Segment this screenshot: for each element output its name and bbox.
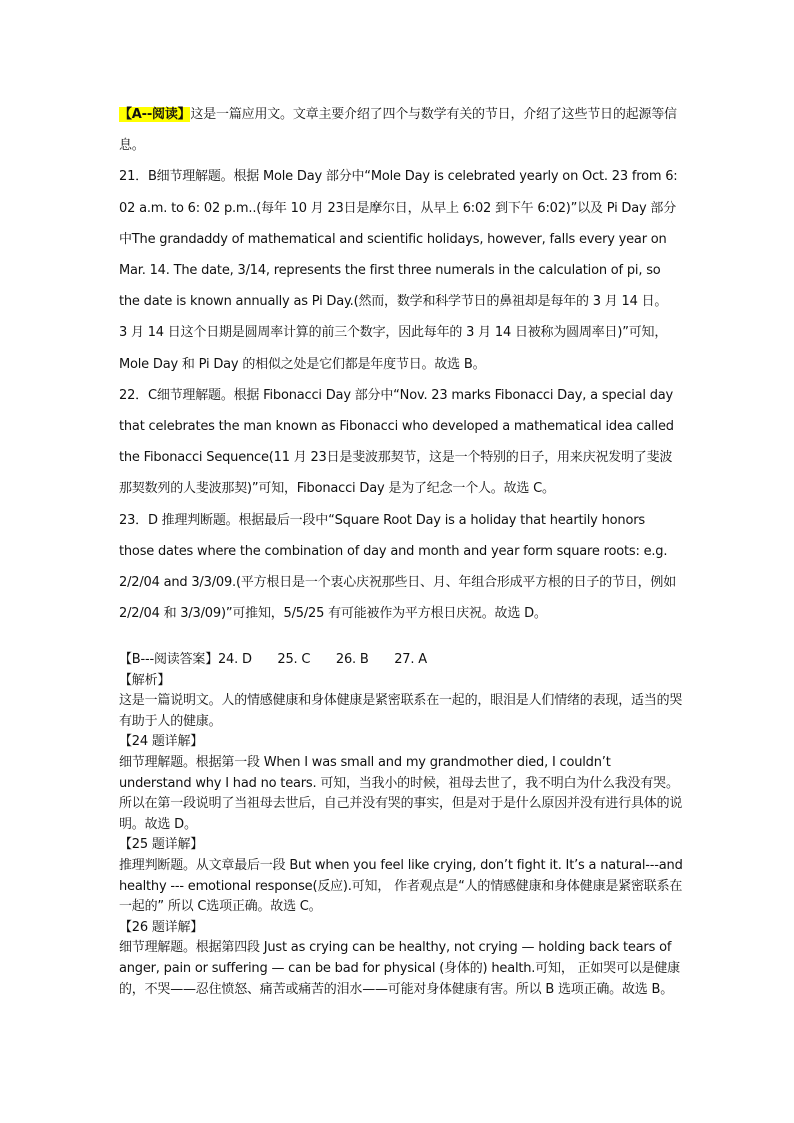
q24-heading: 【24 题详解】 <box>119 734 204 750</box>
q25-heading: 【25 题详解】 <box>119 837 204 853</box>
analysis-text: 这是一篇说明文。人的情感健康和身体健康是紧密联系在一起的，眼泪是人们情绪的表现，适当的哭有助于人的健康。 <box>119 693 683 729</box>
analysis-heading: 【解析】 <box>119 672 171 688</box>
section-a-intro-paragraph <box>119 99 679 161</box>
q26-heading: 【26 题详解】 <box>119 919 204 935</box>
section-a-tag: 【A--阅读】 <box>119 107 191 122</box>
section-a-intro: 这是一篇应用文。文章主要介绍了四个与数学有关的节日，介绍了这些节日的起源等信息。 <box>119 107 677 154</box>
q26-explanation: 细节理解题。根据第四段 Just as crying can be healthy, not crying — holding back tears of anger, pain or suffering — can be bad for physical (身体的) health.可知， 正如哭可以是健康的，不哭——忍住愤怒、痛苦或痛苦的泪水——可能对身体健康有害。所以 B 选项正确。故选 B。 <box>119 940 680 997</box>
section-a <box>119 99 679 629</box>
q24-explanation: 细节理解题。根据第一段 When I was small and my grandmother died, I couldn’t understand why I had no tears. 可知，当我小的时候，祖母去世了，我不明白为什么我没有哭。所以在第一段说明了当祖母去世后，自己并没有哭的事实，但是对于是什么原因并没有进行具体的说明。故选 D。 <box>119 754 683 832</box>
q22-explanation: 22．C细节理解题。根据 Fibonacci Day 部分中“Nov. 23 marks Fibonacci Day, a special day that celebrates the man known as Fibonacci who developed a mathematical idea called the Fibonacci Sequence(11 月 23日是斐波那契节，这是一个特别的日子，用来庆祝发明了斐波那契数列的人斐波那契)”可知，Fibonacci Day 是为了纪念一个人。故选 C。 <box>119 387 674 497</box>
answer-key: 【B---阅读答案】24. D 25. C 26. B 27. A <box>119 652 427 667</box>
q23-explanation: 23．D 推理判断题。根据最后一段中“Square Root Day is a holiday that heartily honors those dates where the combination of day and month and year form square roots: e.g. 2/2/04 and 3/3/09.(平方根日是一个衷心庆祝那些日、月、年组合形成平方根的日子的节日，例如 2/2/04 和 3/3/09)”可推知，5/5/25 有可能被作为平方根日庆祝。故选 D。 <box>119 512 677 622</box>
section-b <box>119 650 684 1000</box>
q21-explanation: 21．B细节理解题。根据 Mole Day 部分中“Mole Day is celebrated yearly on Oct. 23 from 6: 02 a.m. to 6: 02 p.m..(每年 10 月 23日是摩尔日，从早上 6:02 到下午 6:02)”以及 Pi Day 部分中The grandaddy of mathematical and scientific holidays, however, falls every year on Mar. 14. The date, 3/14, represents the first three numerals in the calculation of pi, so the date is known annually as Pi Day.(然而，数学和科学节日的鼻祖却是每年的 3 月 14 日。 3 月 14 日这个日期是圆周率计算的前三个数字，因此每年的 3 月 14 日被称为圆周率日)”可知，Mole Day 和 Pi Day 的相似之处是它们都是年度节日。故选 B。 <box>119 169 678 372</box>
q25-explanation: 推理判断题。从文章最后一段 But when you feel like crying, don’t fight it. It’s a natural---and healthy --- emotional response(反应).可知， 作者观点是“人的情感健康和身体健康是紧密联系在一起的” 所以 C选项正确。故选 C。 <box>119 857 683 915</box>
